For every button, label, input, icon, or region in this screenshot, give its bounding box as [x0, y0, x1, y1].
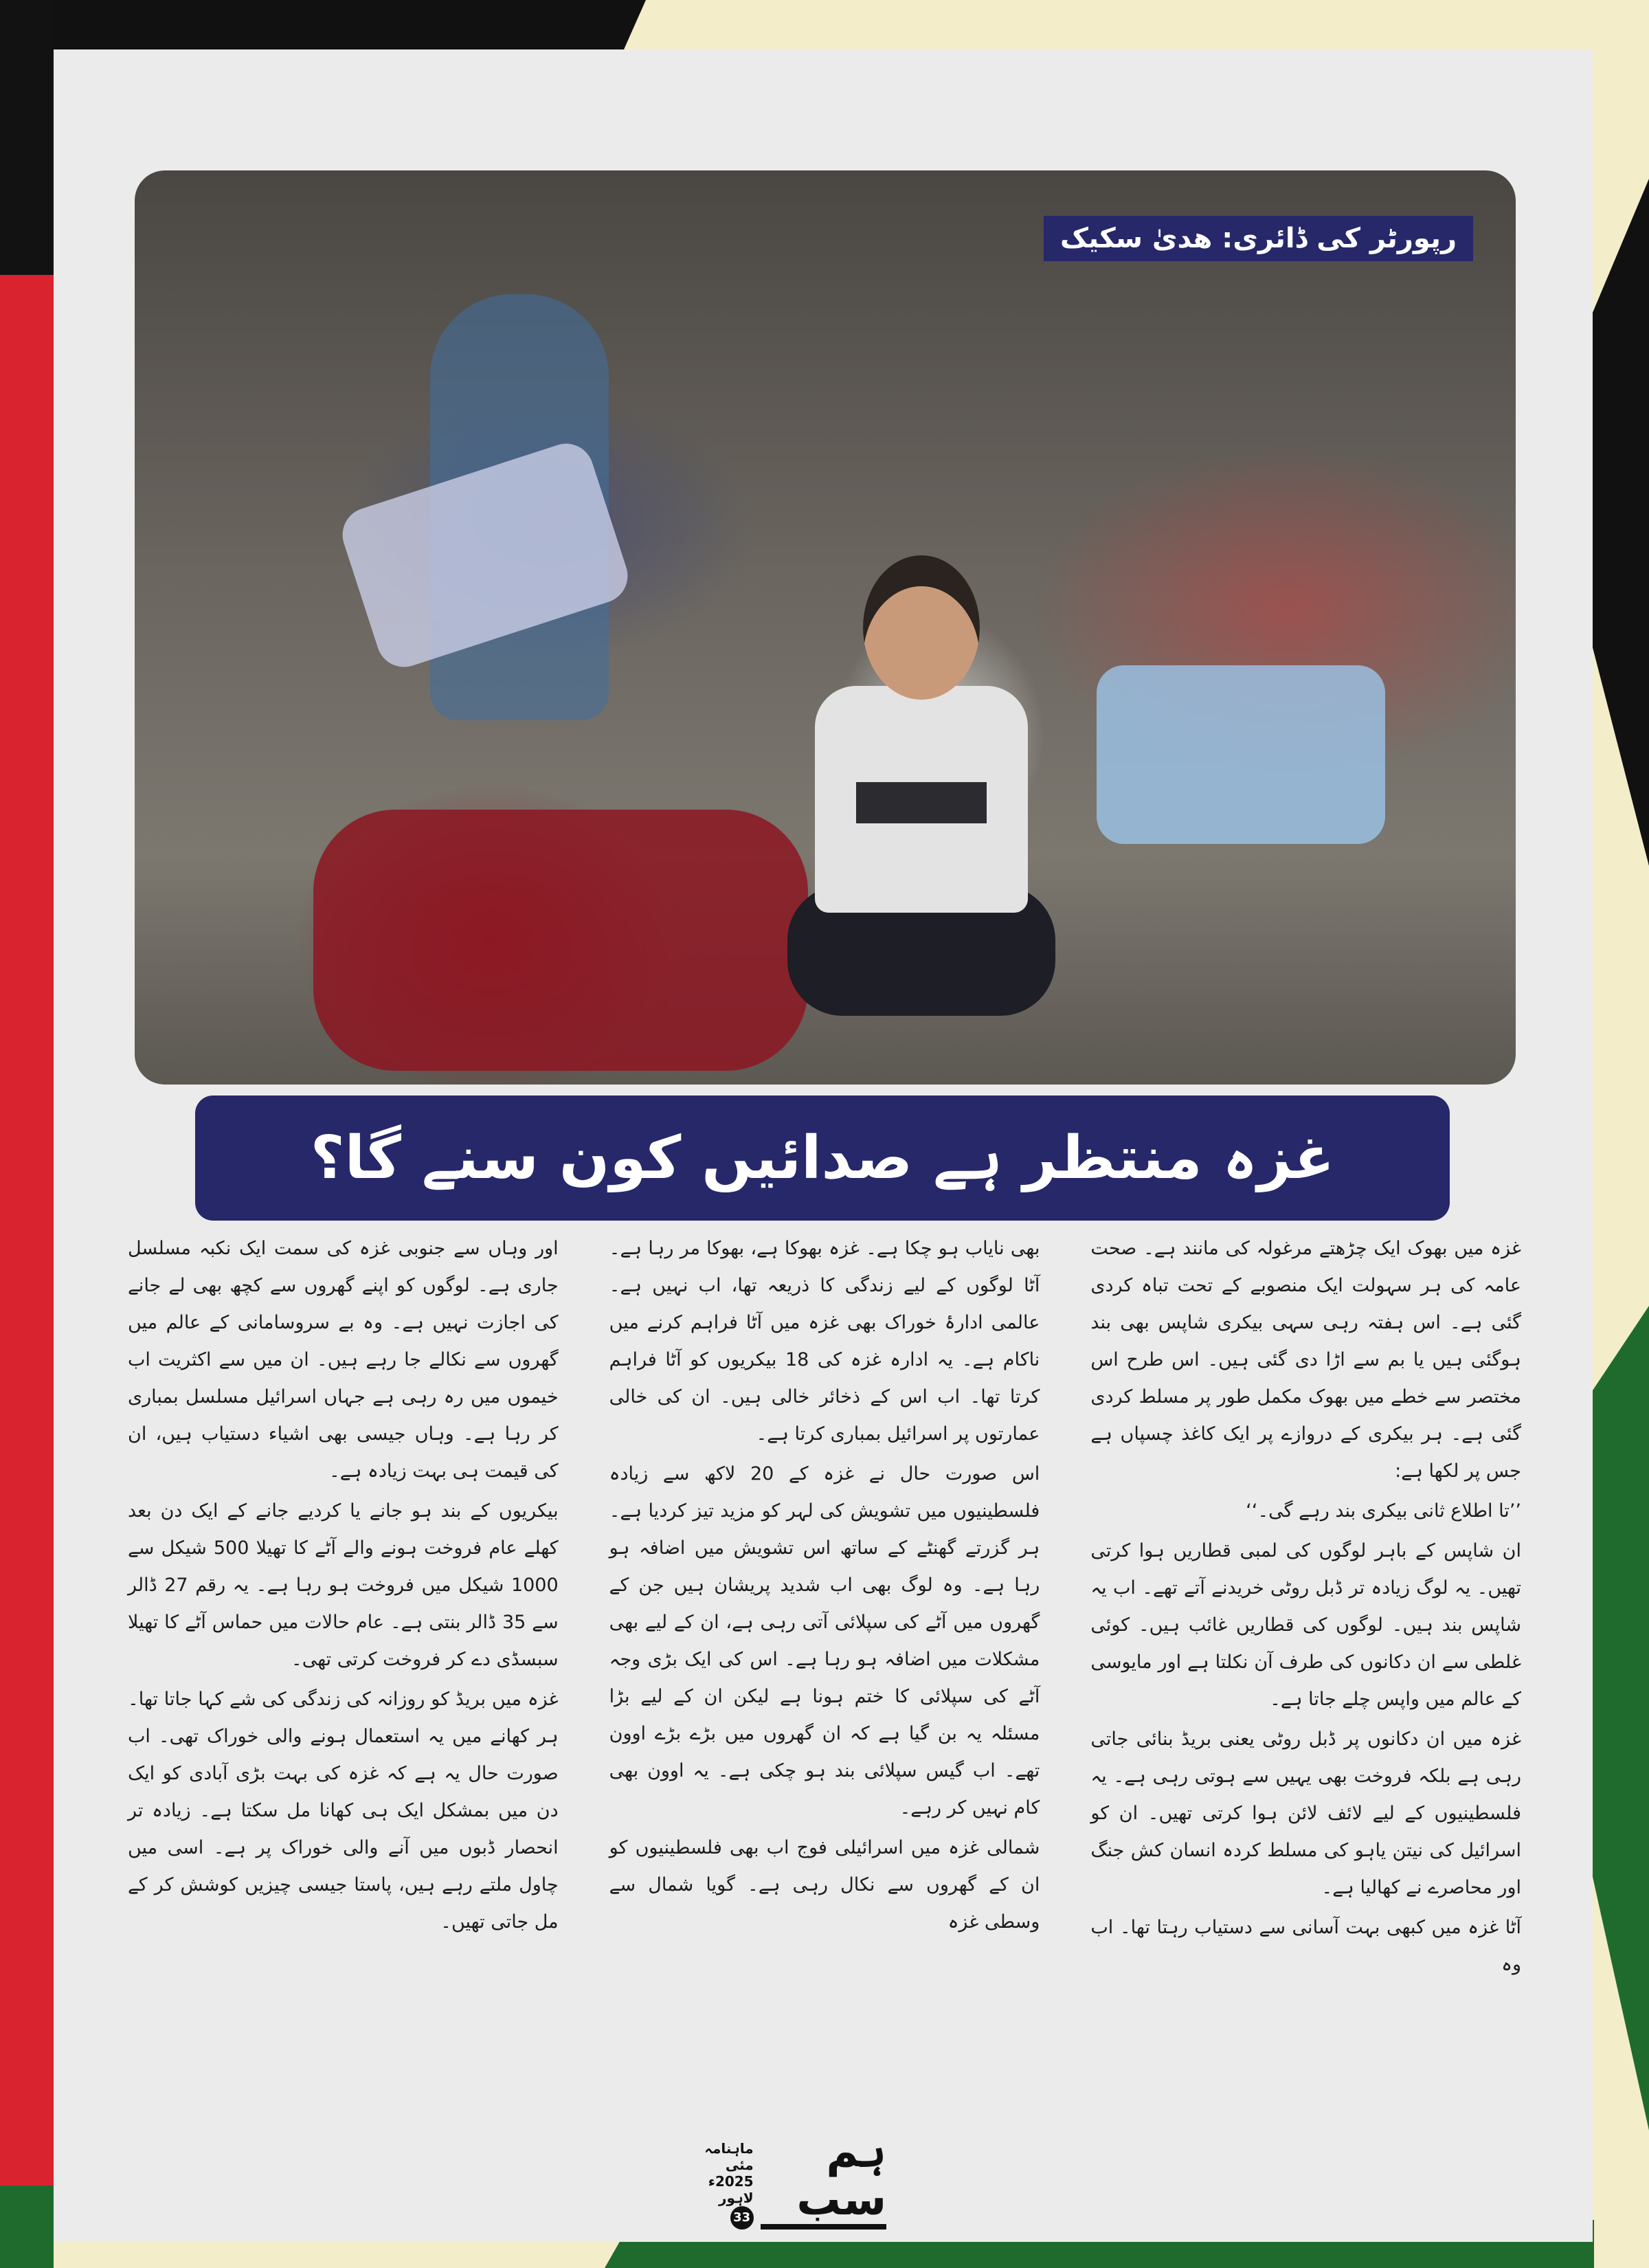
headline-bar — [195, 1096, 1450, 1221]
flag-red-band-left — [0, 275, 54, 2199]
page-number: 33 — [730, 2206, 754, 2230]
article-column-3 — [128, 1230, 559, 2151]
magazine-footer — [694, 2126, 886, 2230]
city: لاہور — [718, 2190, 754, 2206]
paragraph: ’’تا اطلاع ثانی بیکری بند رہے گی۔‘‘ — [1246, 1500, 1521, 1522]
magazine-label: ماہنامہ — [704, 2140, 754, 2157]
article-column-2 — [609, 1230, 1040, 2151]
paragraph: بیکریوں کے بند ہو جانے یا کردیے جانے کے ایک دن بعد کھلے عام فروخت ہونے والے آٹے کا تھیلا 500 شیکل سے 1000 شیکل میں فروخت ہو رہا ہے۔ یہ رقم 27 ڈالر سے 35 ڈالر بنتی ہے۔ عام حالات میں حماس آٹے کا تھیلا سبسڈی دے کر فروخت کرتی تھی۔ — [127, 1500, 559, 1670]
paragraph: اس صورت حال نے غزہ کے 20 لاکھ سے زیادہ فلسطینیوں میں تشویش کی لہر کو مزید تیز کردیا ہے۔ ہر گزرتے گھنٹے کے ساتھ اس تشویش میں اضافہ ہو رہا ہے۔ وہ لوگ بھی اب شدید پریشان ہیں جن کے گھروں میں آٹے کی سپلائی آتی رہی ہے، ان کے لیے بھی مشکلات میں اضافہ ہو رہا ہے۔ اس کی ایک بڑی وجہ آٹے کی سپلائی کا ختم ہونا ہے لیکن ان کے لیے بڑا مسئلہ یہ بن گیا ہے کہ ان گھروں میں بڑے بڑے اوون تھے۔ اب گیس سپلائی بند ہو چکی ہے۔ یہ اوون بھی کام نہیں کر رہے۔ — [609, 1463, 1040, 1819]
paragraph: ان شاپس کے باہر لوگوں کی لمبی قطاریں ہوا کرتی تھیں۔ یہ لوگ زیادہ تر ڈبل روٹی خریدنے آتے تھے۔ اب یہ شاپس بند ہیں۔ لوگوں کی قطاریں غائب ہیں۔ کوئی غلطی سے ان دکانوں کی طرف آن نکلتا ہے اور مایوسی کے عالم میں واپس چلے جاتا ہے۔ — [1090, 1540, 1521, 1710]
photo-blue-mat — [1097, 665, 1385, 844]
paragraph: شمالی غزہ میں اسرائیلی فوج اب بھی فلسطینیوں کو ان کے گھروں سے نکال رہی ہے۔ گویا شمال سے وسطی غزہ — [609, 1837, 1040, 1933]
article-body — [128, 1230, 1521, 2151]
photo-red-blanket — [313, 810, 808, 1071]
flag-green-band-left — [0, 2186, 54, 2268]
paragraph: بھی نایاب ہو چکا ہے۔ غزہ بھوکا ہے، بھوکا مر رہا ہے۔ آٹا لوگوں کے لیے زندگی کا ذریعہ تھا، اب نہیں ہے۔ عالمی ادارۂ خوراک بھی غزہ میں آٹا فراہم کرنے میں ناکام ہے۔ یہ ادارہ غزہ کی 18 بیکریوں کو آٹا فراہم کرتا تھا۔ اب اس کے ذخائر خالی ہیں۔ ان کی خالی عمارتوں پر اسرائیل بمباری کرتا ہے۔ — [609, 1238, 1040, 1445]
article-column-1 — [1090, 1230, 1521, 2151]
paragraph: اور وہاں سے جنوبی غزہ کی سمت ایک نکبہ مسلسل جاری ہے۔ لوگوں کو اپنے گھروں سے کچھ بھی لے جانے کی اجازت نہیں ہے۔ وہ بے سروسامانی کے عالم میں گھروں سے نکالے جا رہے ہیں۔ ان میں سے اکثریت اب خیموں میں رہ رہی ہے جہاں اسرائیل مسلسل بمباری کر رہا ہے۔ وہاں جیسی بھی اشیاء دستیاب ہیں، ان کی قیمت ہی بہت زیادہ ہے۔ — [127, 1238, 559, 1482]
issue-date: مئی 2025ء — [708, 2157, 754, 2190]
paragraph: غزہ میں ان دکانوں پر ڈبل روٹی یعنی بریڈ بنائی جاتی رہی ہے بلکہ فروخت بھی یہیں سے ہوتی رہی ہے۔ یہ فلسطینیوں کے لیے لائف لائن ہوا کرتی تھیں۔ ان کو اسرائیل کی نیتن یاہو کی مسلط کردہ انسان کش جنگ اور محاصرے نے کھالیا ہے۔ — [1090, 1728, 1521, 1898]
child-head — [863, 555, 980, 700]
paragraph: آٹا غزہ میں کبھی بہت آسانی سے دستیاب رہتا تھا۔ اب وہ — [1090, 1917, 1521, 1975]
paragraph: غزہ میں بھوک ایک چڑھتے مرغولہ کی مانند ہے۔ صحت عامہ کی ہر سہولت ایک منصوبے کے تحت تباہ کردی گئی ہے۔ اس ہفتہ رہی سہی بیکری شاپس بھی بند ہوگئی ہیں یا بم سے اڑا دی گئی ہیں۔ اس طرح اس مختصر سے خطے میں بھوک مکمل طور پر مسلط کردی گئی ہے۔ ہر بیکری کے دروازے پر ایک کاغذ چسپاں ہے جس پر لکھا ہے: — [1090, 1238, 1521, 1482]
sweatshirt-print — [856, 782, 987, 823]
magazine-page — [54, 49, 1593, 2242]
photo-seated-child — [808, 555, 1035, 1030]
paragraph: غزہ میں بریڈ کو روزانہ کی زندگی کی شے کہا جاتا تھا۔ ہر کھانے میں یہ استعمال ہونے والی خوراک تھی۔ اب صورت حال یہ ہے کہ غزہ کی بہت بڑی آبادی کو ایک دن میں بمشکل ایک ہی کھانا مل سکتا ہے۔ زیادہ تر انحصار ڈبوں میں آنے والی خوراک پر ہے۔ اسی میں چاول ملتے رہے ہیں، پاستا جیسی چیزیں کوشش کر کے مل جاتی تھیں۔ — [127, 1689, 559, 1933]
cover-photo — [135, 170, 1516, 1085]
issue-info — [694, 2140, 754, 2230]
reporter-diary-caption: رپورٹر کی ڈائری: ھدیٰ سکیک — [1044, 216, 1473, 261]
headline: غزہ منتظر ہے صدائیں کون سنے گا؟ — [310, 1124, 1335, 1192]
magazine-logo: ہم سب — [761, 2128, 886, 2230]
